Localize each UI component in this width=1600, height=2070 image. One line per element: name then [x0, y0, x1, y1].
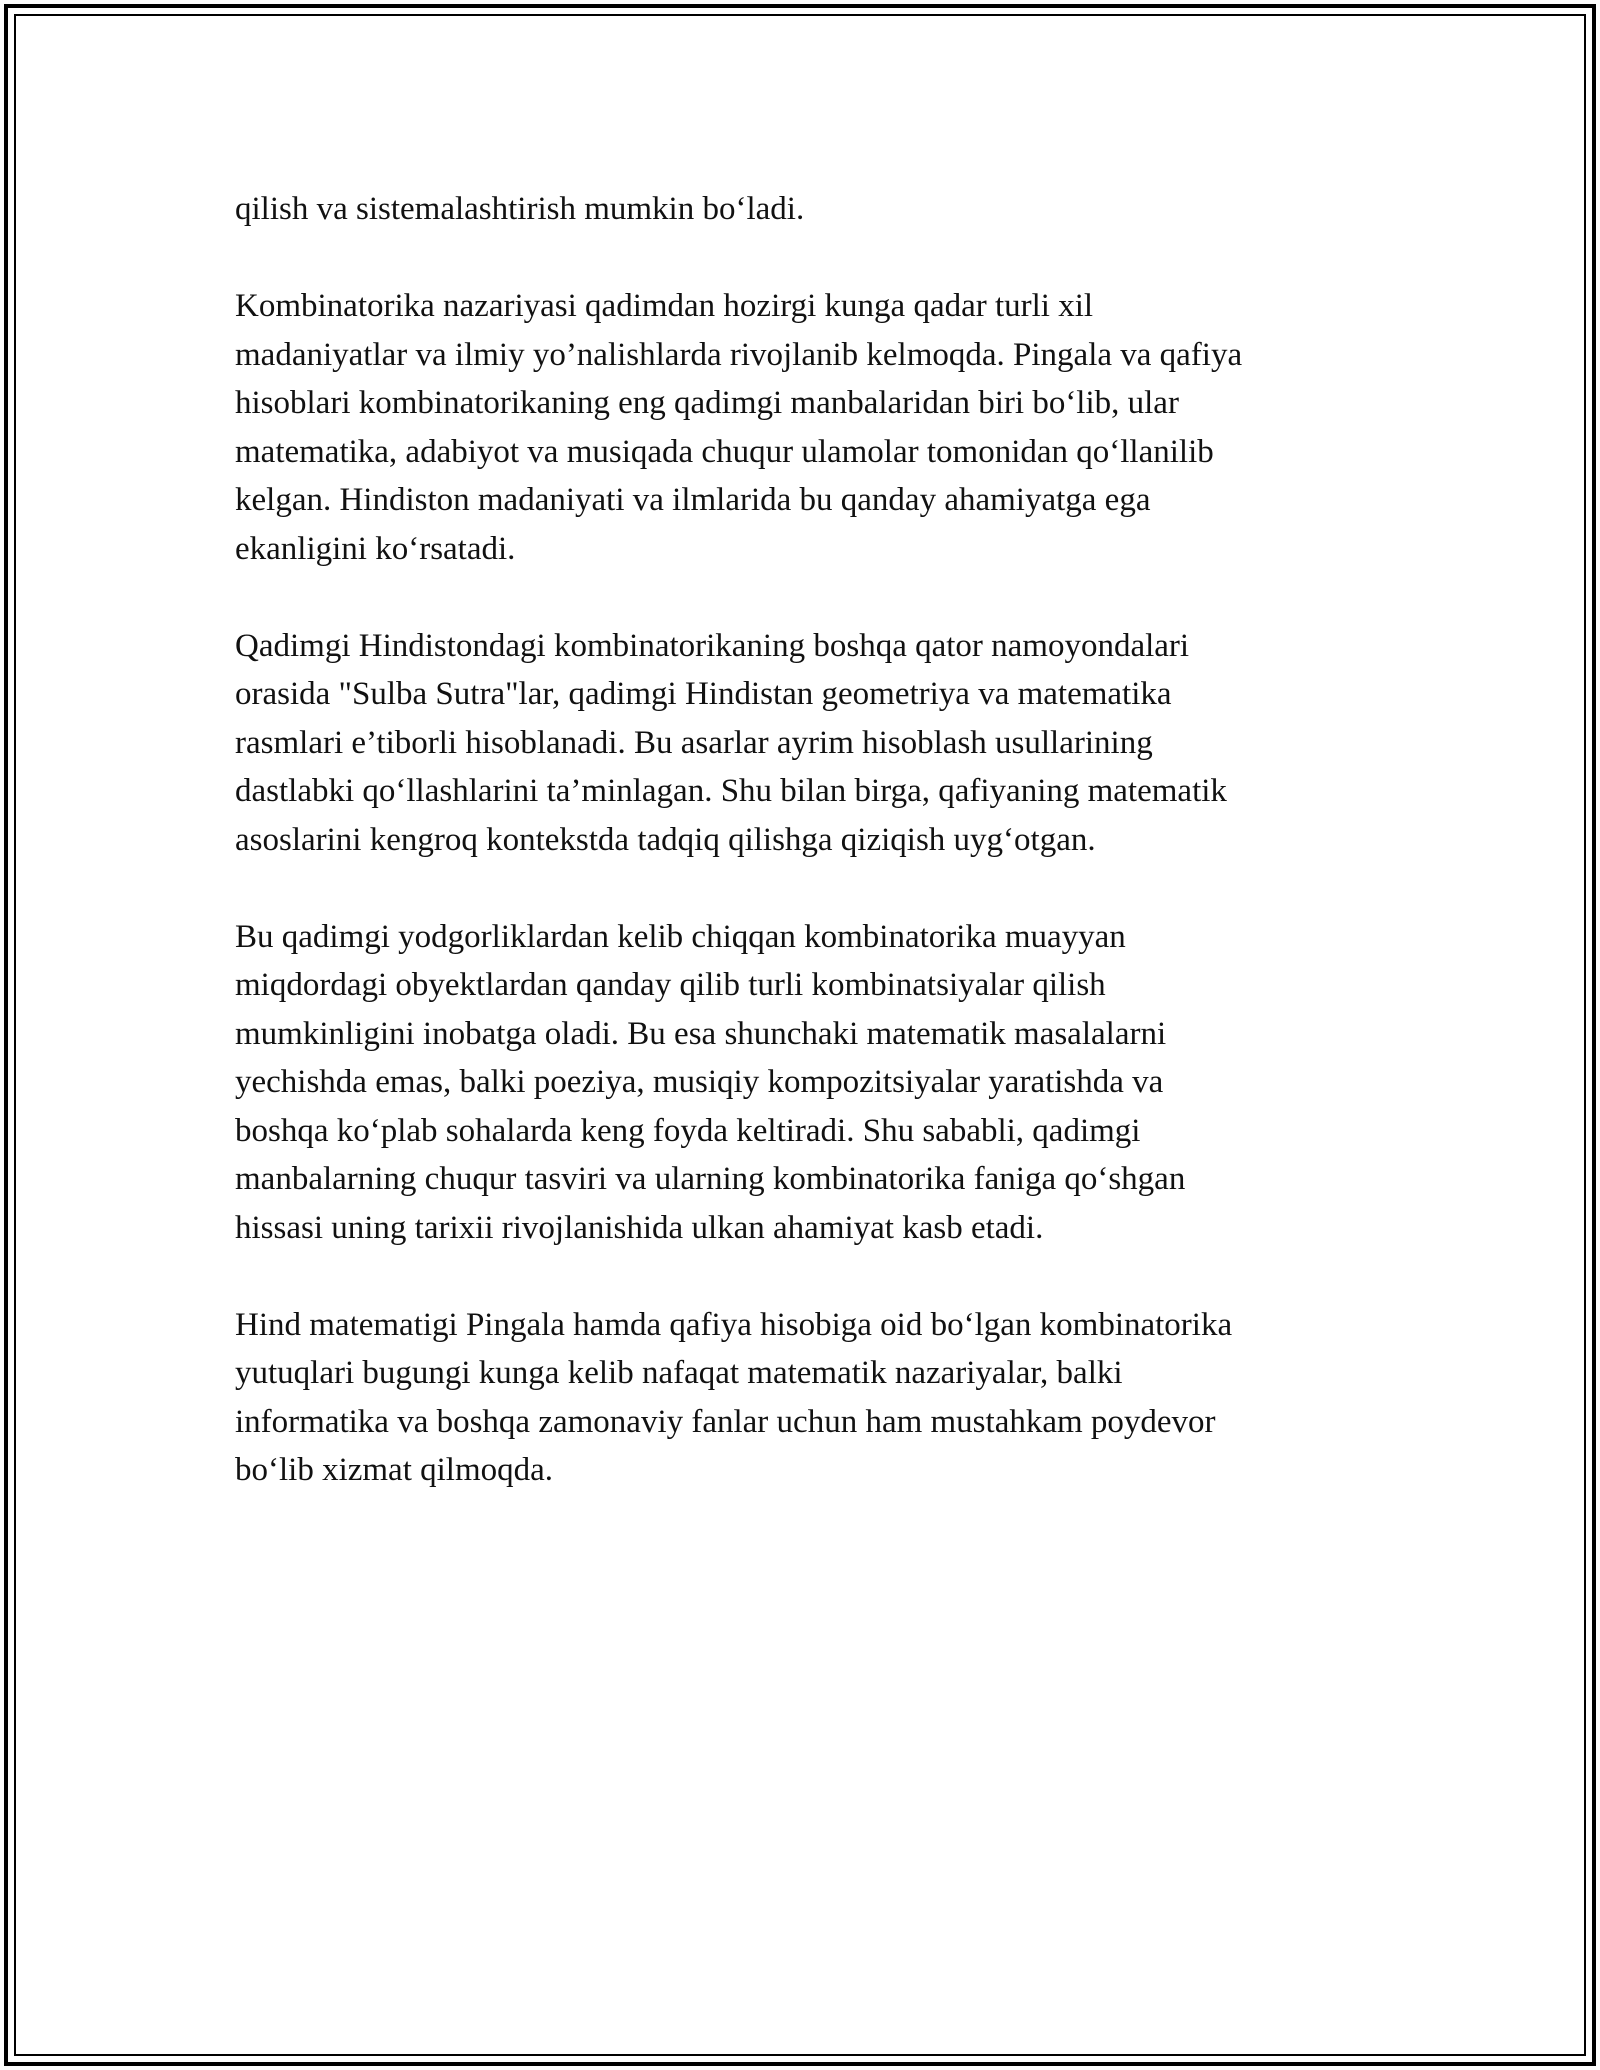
- text-line: asoslarini kengroq kontekstda tadqiq qilishga qiziqish uyg‘otgan.: [235, 821, 1096, 858]
- text-line: ekanligini ko‘rsatadi.: [235, 530, 516, 567]
- paragraph-5: [235, 1301, 1360, 1495]
- text-line: orasida "Sulba Sutra"lar, qadimgi Hindistan geometriya va matematika: [235, 676, 1172, 712]
- text-line: Qadimgi Hindistondagi kombinatorikaning boshqa qator namoyondalari: [235, 627, 1190, 664]
- text-line: kelgan. Hindiston madaniyati va ilmlarida bu qanday ahamiyatga ega: [235, 482, 1151, 518]
- paragraph-4: [235, 913, 1360, 1253]
- text-line: miqdordagi obyektlardan qanday qilib turli kombinatsiyalar qilish: [235, 967, 1106, 1003]
- paragraph-spacer: [235, 573, 1360, 622]
- text-line: rasmlari e’tiborli hisoblanadi. Bu asarlar ayrim hisoblash usullarining: [235, 724, 1153, 761]
- text-line: mumkinligini inobatga oladi. Bu esa shunchaki matematik masalalarni: [235, 1015, 1167, 1052]
- paragraph-3: [235, 622, 1360, 865]
- text-line: boshqa ko‘plab sohalarda keng foyda keltiradi. Shu sababli, qadimgi: [235, 1112, 1141, 1149]
- paragraph-spacer: [235, 234, 1360, 283]
- text-line: hissasi uning tarixii rivojlanishida ulkan ahamiyat kasb etadi.: [235, 1209, 1044, 1246]
- paragraph-1: [235, 185, 1360, 234]
- paragraph-spacer: [235, 1252, 1360, 1301]
- text-line: yechishda emas, balki poeziya, musiqiy kompozitsiyalar yaratishda va: [235, 1064, 1164, 1100]
- text-line: Hind matematigi Pingala hamda qafiya hisobiga oid bo‘lgan kombinatorika: [235, 1306, 1233, 1343]
- paragraph-2: [235, 282, 1360, 573]
- text-line: yutuqlari bugungi kunga kelib nafaqat matematik nazariyalar, balki: [235, 1355, 1123, 1391]
- text-line: dastlabki qo‘llashlarini ta’minlagan. Shu bilan birga, qafiyaning matematik: [235, 773, 1227, 809]
- text-line: bo‘lib xizmat qilmoqda.: [235, 1452, 554, 1488]
- paragraph-spacer: [235, 864, 1360, 913]
- text-line: Kombinatorika nazariyasi qadimdan hozirgi kunga qadar turli xil: [235, 288, 1094, 324]
- text-line: Bu qadimgi yodgorliklardan kelib chiqqan kombinatorika muayyan: [235, 918, 1126, 955]
- text-line: madaniyatlar va ilmiy yo’nalishlarda rivojlanib kelmoqda. Pingala va qafiya: [235, 336, 1243, 373]
- text-line: qilish va sistemalashtirish mumkin bo‘ladi.: [235, 191, 805, 227]
- text-line: hisoblari kombinatorikaning eng qadimgi manbalaridan biri bo‘lib, ular: [235, 385, 1179, 421]
- document-body: [235, 185, 1360, 1495]
- text-line: informatika va boshqa zamonaviy fanlar uchun ham mustahkam poydevor: [235, 1403, 1216, 1440]
- text-line: matematika, adabiyot va musiqada chuqur ulamolar tomonidan qo‘llanilib: [235, 433, 1214, 470]
- text-line: manbalarning chuqur tasviri va ularning kombinatorika faniga qo‘shgan: [235, 1161, 1186, 1197]
